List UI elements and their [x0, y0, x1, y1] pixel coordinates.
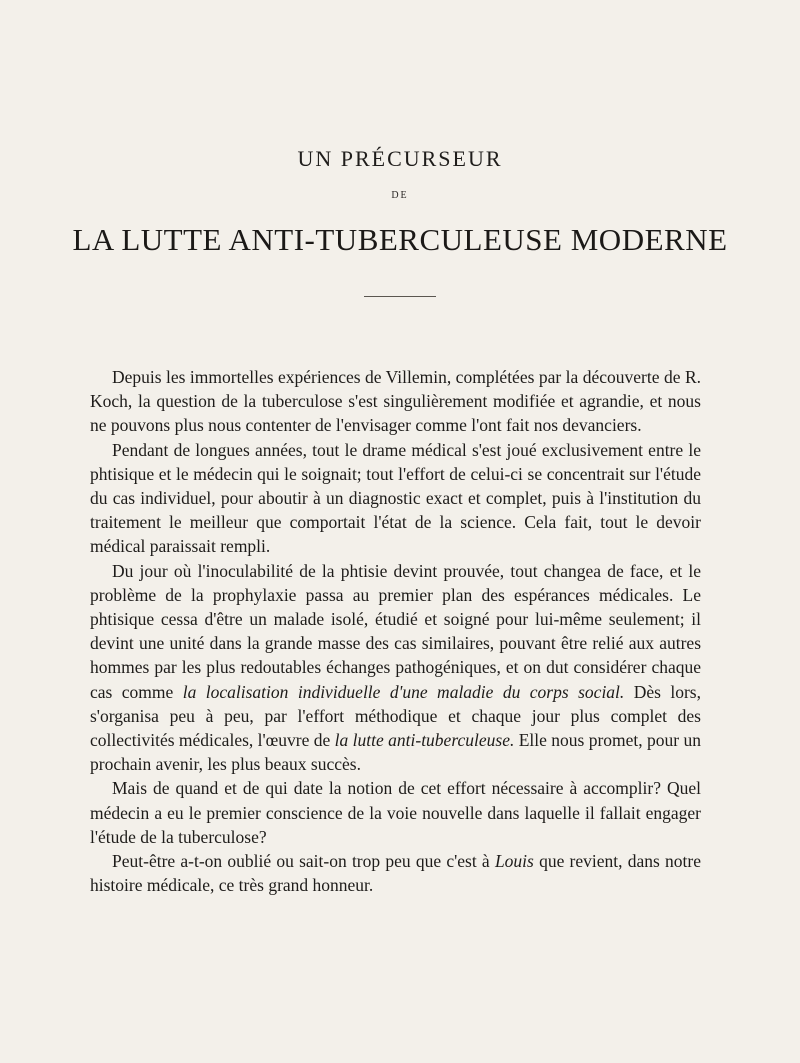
paragraph-3 — [90, 559, 701, 777]
title-line-3: LA LUTTE ANTI-TUBERCULEUSE MODERNE — [72, 222, 728, 257]
paragraph-4: Mais de quand et de qui date la notion de cet effort nécessaire à accomplir? Quel médecin a eu le premier conscience de la voie nouvelle dans laquelle il fallait engager l'étude de la tuberculose? — [90, 778, 701, 847]
title-divider — [364, 296, 436, 297]
body-text — [90, 365, 701, 897]
title-line-1: UN PRÉCURSEUR — [297, 146, 503, 171]
paragraph-5-italic-b: Louis — [494, 851, 534, 872]
paragraph-2: Pendant de longues années, tout le drame médical s'est joué exclusivement entre le phtisique et le médecin qui le soignait; tout l'effort de celui-ci se concentrait sur l'étude du cas individuel, pour aboutir à un diagnostic exact et complet, puis à l'institution du traitement le meilleur que comportait l'état de la science. Cela fait, tout le devoir médical paraissait rempli. — [90, 439, 701, 557]
paragraph-3-text-a: Du jour où l'inoculabilité de la phtisie devint prouvée, tout changea de face, et le problème de la prophylaxie passa au premier plan des espérances médicales. Le phtisique cessa d'être un malade isolé, étudié et soigné pour lui-même seulement; il devint une unité dans la grande masse des cas similaires, pouvant être relié aux autres hommes par les plus redoutables échanges pathogéniques, et on dut considérer chaque cas comme — [90, 560, 701, 702]
paragraph-3-text-c: Dès lors, s'organisa peu à peu, par l'effort méthodique et chaque jour plus complet des collectivités médicales, l'œuvre de — [90, 681, 701, 751]
paragraph-1: Depuis les immortelles expériences de Villemin, complétées par la découverte de R. Koch, la question de la tuberculose s'est singulièrement modifiée et agrandie, et nous ne pouvons plus nous contenter de l'envisager comme l'ont fait nos devanciers. — [90, 367, 701, 436]
paragraph-3-text-e: Elle nous promet, pour un prochain avenir, les plus beaux succès. — [90, 730, 701, 775]
paragraph-5 — [90, 849, 701, 897]
title-line-2: DE — [391, 190, 409, 201]
paragraph-5-text-c: que revient, dans notre histoire médicale, ce très grand honneur. — [90, 851, 702, 896]
paragraph-3-italic-b: la localisation individuelle d'une maladie du corps social. — [182, 681, 625, 702]
paragraph-5-text-a: Peut-être a-t-on oublié ou sait-on trop peu que c'est à — [112, 851, 495, 872]
paragraph-3-italic-d: la lutte anti-tuberculeuse. — [334, 730, 515, 751]
